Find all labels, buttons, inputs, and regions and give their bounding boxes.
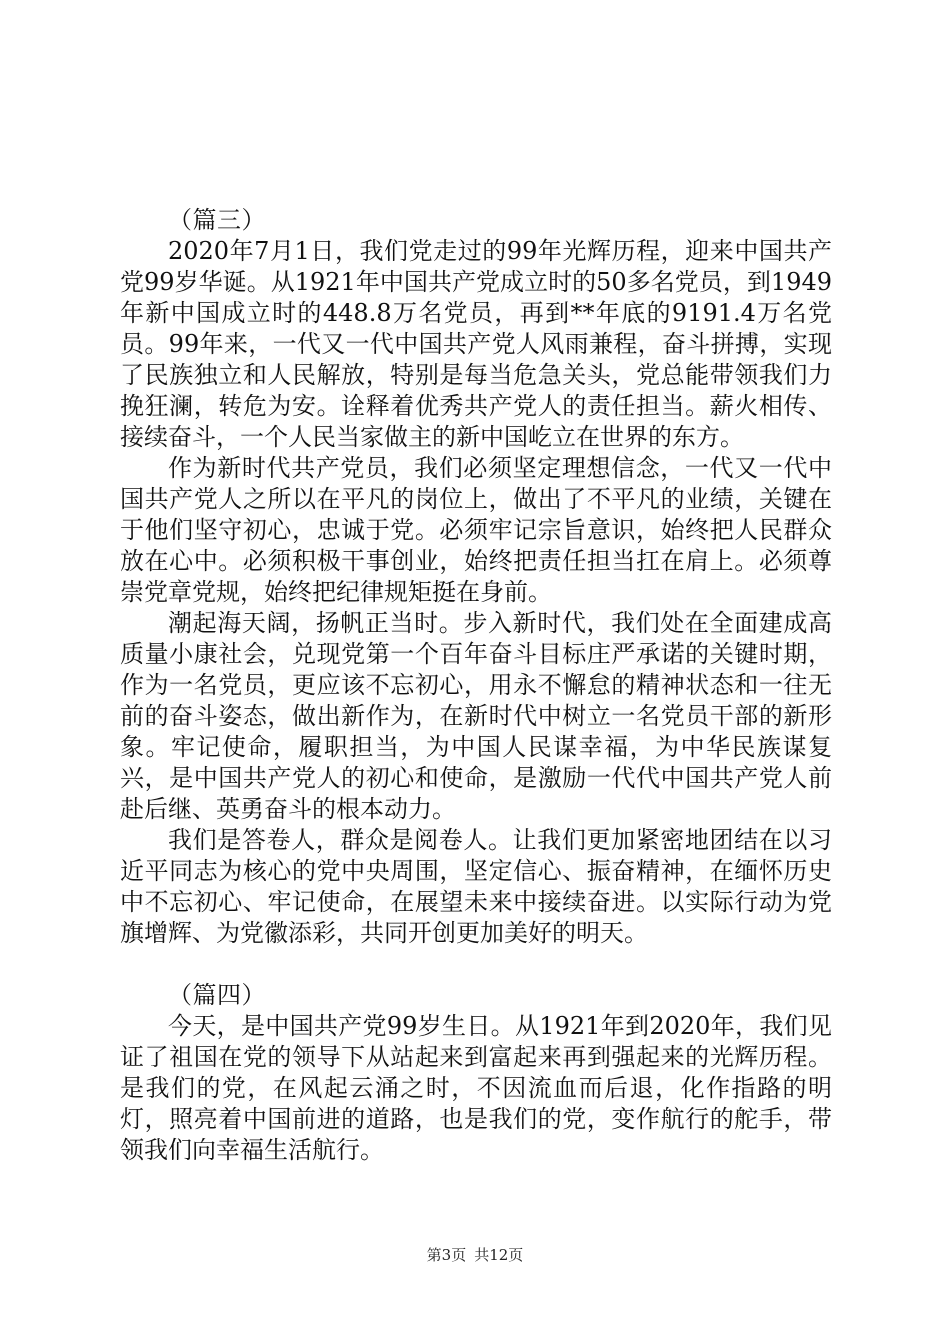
page-footer: [0, 1245, 950, 1265]
paragraph: 今天，是中国共产党99岁生日。从1921年到2020年，我们见证了祖国在党的领导下从站起来到富起来再到强起来的光辉历程。是我们的党，在风起云涌之时，不因流血而后退，化作指路的明灯，照亮着中国前进的道路，也是我们的党，变作航行的舵手，带领我们向幸福生活航行。: [120, 1012, 832, 1164]
section-heading: （篇三）: [168, 206, 266, 234]
page-total: 共12页: [474, 1246, 524, 1264]
section-spacer: [120, 949, 832, 980]
paragraph: 我们是答卷人，群众是阅卷人。让我们更加紧密地团结在以习近平同志为核心的党中央周围，坚定信心、振奋精神，在缅怀历史中不忘初心、牢记使命，在展望未来中接续奋进。以实际行动为党旗增辉、为党徽添彩，共同开创更加美好的明天。: [120, 826, 832, 947]
paragraph: 2020年7月1日，我们党走过的99年光辉历程，迎来中国共产党99岁华诞。从1921年中国共产党成立时的50多名党员，到1949年新中国成立时的448.8万名党员，再到**年底的9191.4万名党员。99年来，一代又一代中国共产党人风雨兼程，奋斗拼搏，实现了民族独立和人民解放，特别是每当危急关头，党总能带领我们力挽狂澜，转危为安。诠释着优秀共产党人的责任担当。薪火相传、接续奋斗，一个人民当家做主的新中国屹立在世界的东方。: [120, 237, 832, 451]
section-4: [120, 980, 832, 1166]
page-number: 第3页: [426, 1246, 467, 1264]
section-3: [120, 205, 832, 949]
document-body: [120, 205, 832, 1166]
paragraph: 潮起海天阔，扬帆正当时。步入新时代，我们处在全面建成高质量小康社会，兑现党第一个百年奋斗目标庄严承诺的关键时期，作为一名党员，更应该不忘初心，用永不懈怠的精神状态和一往无前的奋斗姿态，做出新作为，在新时代中树立一名党员干部的新形象。牢记使命，履职担当，为中国人民谋幸福，为中华民族谋复兴，是中国共产党人的初心和使命，是激励一代代中国共产党人前赴后继、英勇奋斗的根本动力。: [120, 609, 832, 823]
section-heading: （篇四）: [168, 981, 266, 1009]
paragraph: 作为新时代共产党员，我们必须坚定理想信念，一代又一代中国共产党人之所以在平凡的岗位上，做出了不平凡的业绩，关键在于他们坚守初心，忠诚于党。必须牢记宗旨意识，始终把人民群众放在心中。必须积极干事创业，始终把责任担当扛在肩上。必须尊崇党章党规，始终把纪律规矩挺在身前。: [120, 454, 832, 606]
